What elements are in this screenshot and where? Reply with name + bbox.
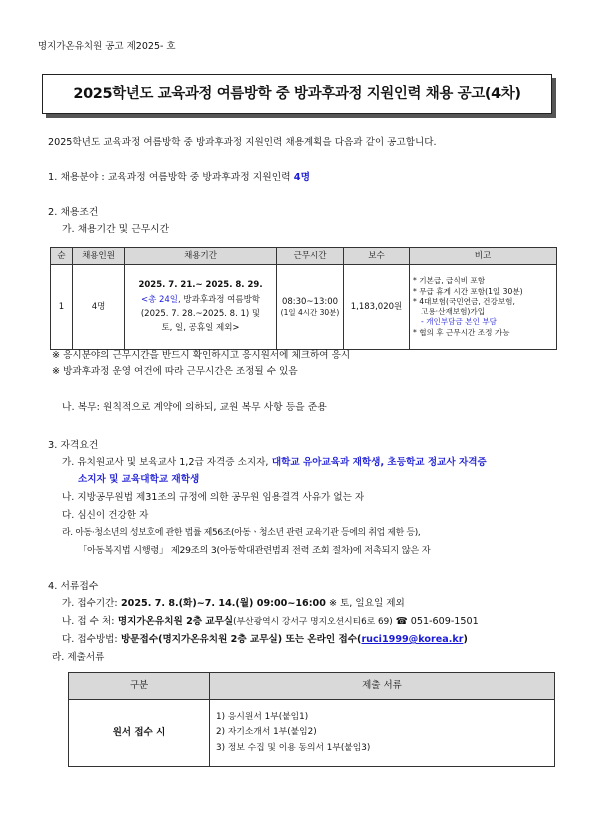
note-item: * 기본급, 급식비 포함: [413, 276, 486, 286]
qual-d-line2: 「아동복지법 시행령」 제29조의 3(아동학대관련범죄 전력 조회 절차)에 저촉되지 않은 자: [78, 545, 431, 556]
table-row: [51, 265, 557, 350]
cell-notes: [410, 265, 557, 350]
cell-period: [125, 265, 277, 350]
section-1-count: 4명: [293, 172, 311, 183]
period-detail-line1: [125, 293, 276, 307]
page-title: 2025학년도 교육과정 여름방학 중 방과후과정 지원인력 채용 공고(4차): [73, 85, 521, 102]
qual-b: 나. 지방공무원법 제31조의 규정에 의한 공무원 임용결격 사유가 없는 자: [62, 492, 365, 503]
phone-number: 051-609-1501: [407, 616, 479, 627]
section-1-label: 1. 채용분야 : 교육과정 여름방학 중 방과후과정 지원인력: [48, 172, 291, 183]
section-2a-title: 가. 채용기간 및 근무시간: [62, 224, 170, 235]
note-item: 고용·산재보험)가입: [421, 307, 486, 316]
table-header-row: [69, 673, 555, 700]
col-header: 구분: [69, 673, 210, 700]
note-item: * 무급 휴게 시간 포함(1일 30분): [413, 286, 523, 296]
remark-2: ※ 방과후과정 운영 여건에 따라 근무시간은 조정될 수 있음: [52, 366, 298, 377]
col-header: 근무시간: [277, 248, 344, 265]
section-2-title: 2. 채용조건: [48, 207, 99, 218]
cell-people: 4명: [73, 265, 125, 350]
document-item: 3) 정보 수집 및 이용 동의서 1부(붙임3): [216, 742, 371, 753]
cell-hours: [277, 265, 344, 350]
qual-a-blue: 대학교 유아교육과 재학생, 초등학교 정교사 자격증: [268, 457, 487, 468]
qual-a-text: 가. 유치원교사 및 보육교사 1,2급 자격증 소지자,: [62, 457, 269, 468]
receipt-period-label: 가. 접수기간:: [62, 598, 118, 609]
title-box: [42, 74, 552, 114]
col-header: 비고: [410, 248, 557, 265]
duty-text: 나. 복무: 원칙적으로 계약에 의하되, 교원 복무 사항 등을 준용: [62, 402, 327, 413]
note-item: - 개인부담금 본인 부담: [421, 317, 498, 327]
qual-d-line1: 라. 아동·청소년의 성보호에 관한 법률 제56조(아동ㆍ청소년 관련 교육기관 등에의 취업 제한 등),: [62, 528, 421, 538]
intro-text: 2025학년도 교육과정 여름방학 중 방과후과정 지원인력 채용계획을 다음과 같이 공고합니다.: [48, 137, 437, 148]
note-item: * 4대보험(국민연금, 건강보험,: [413, 296, 515, 306]
receipt-period-value: 2025. 7. 8.(화)~7. 14.(월) 09:00~16:00: [117, 598, 326, 609]
section-3-title: 3. 자격요건: [48, 440, 99, 451]
remark-1: ※ 응시분야의 근무시간을 반드시 확인하시고 응시원서에 체크하여 응시: [52, 350, 351, 361]
col-header: 순: [51, 248, 73, 265]
receipt-method-label: 다. 접수방법:: [62, 634, 118, 645]
receipt-period: [62, 598, 405, 610]
receipt-period-note: ※ 토, 일요일 제외: [325, 598, 405, 609]
col-header: 채용인원: [73, 248, 125, 265]
period-detail-text: 방과후과정 여름방학: [180, 294, 261, 305]
employment-table: [50, 247, 557, 350]
cell-category: 원서 접수 시: [69, 700, 210, 767]
cell-no: 1: [51, 265, 73, 350]
section-1: [48, 172, 310, 184]
receipt-place: [62, 616, 479, 628]
cell-pay: 1,183,020원: [344, 265, 410, 350]
cell-documents: [210, 700, 555, 767]
notice-number: 명지가온유치원 공고 제2025- 호: [38, 41, 176, 52]
hours-value: 08:30~13:00: [281, 297, 339, 307]
document-item: 1) 응시원서 1부(붙임1): [216, 711, 309, 722]
receipt-method-end: ): [463, 634, 468, 645]
col-header: 보수: [344, 248, 410, 265]
col-header: 제출 서류: [210, 673, 555, 700]
receipt-method-value: 방문접수(명지가온유치원 2층 교무실) 또는 온라인 접수(: [117, 634, 362, 645]
period-main: 2025. 7. 21.~ 2025. 8. 29.: [138, 280, 263, 291]
receipt-place-label: 나. 접 수 처:: [62, 616, 115, 627]
receipt-place-value: 명지가온유치원 2층 교무실: [114, 616, 234, 627]
period-detail-line2: (2025. 7. 28.~2025. 8. 1) 및: [140, 309, 261, 319]
documents-table: [68, 672, 555, 767]
table-row: [69, 700, 555, 767]
document-item: 2) 자기소개서 1부(붙임2): [216, 727, 317, 738]
qual-a-line2: 소지자 및 교육대학교 재학생: [78, 474, 200, 485]
qual-c: 다. 심신이 건강한 자: [62, 510, 149, 521]
table-header-row: [51, 248, 557, 265]
qual-a-line1: [62, 457, 487, 469]
period-days: <총 24일,: [140, 294, 181, 305]
col-header: 채용기간: [125, 248, 277, 265]
documents-heading: 라. 제출서류: [52, 652, 105, 663]
email-link[interactable]: ruci1999@korea.kr: [361, 634, 464, 645]
note-item: * 협의 후 근무시간 조정 가능: [413, 327, 510, 337]
section-4-title: 4. 서류접수: [48, 581, 99, 592]
receipt-method: [62, 634, 468, 646]
period-detail-line3: 토, 일, 공휴일 제외>: [161, 323, 240, 334]
receipt-address: (부산광역시 강서구 명지오션시티6로 69): [233, 617, 393, 627]
hours-note: (1일 4시간 30분): [280, 307, 340, 317]
phone-icon: ☎: [395, 616, 408, 627]
